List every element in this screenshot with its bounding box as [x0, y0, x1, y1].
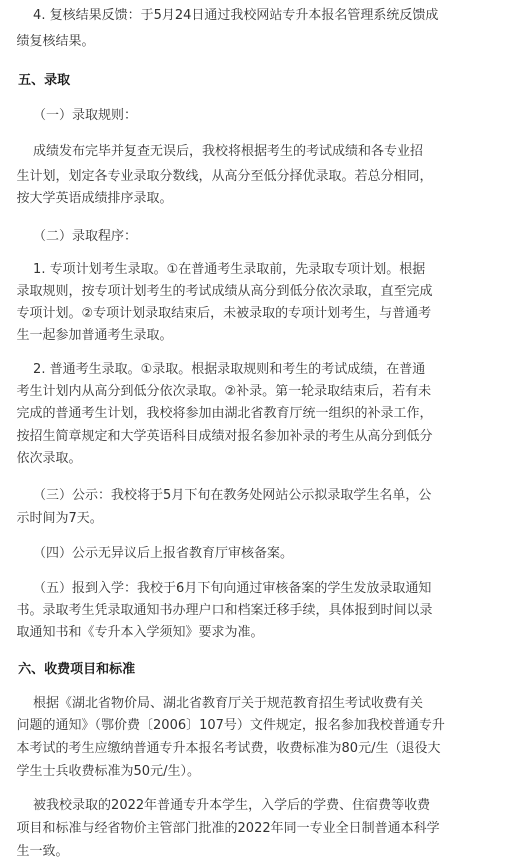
- section-heading: 五、录取: [0, 73, 71, 88]
- text-line: 生计划，划定各专业录取分数线，从高分至低分择优录取。若总分相同，: [0, 169, 433, 184]
- text-line: （五）报到入学：我校于6月下旬向通过审核备案的学生发放录取通知: [0, 581, 432, 596]
- text-line: 本考试的考生应缴纳普通专升本报名考试费，收费标准为80元/生（退役大: [0, 741, 441, 756]
- text-line: 2. 普通考生录取。①录取。根据录取规则和考生的考试成绩，在普通: [0, 362, 426, 377]
- text-line: 专项计划。②专项计划录取结束后，未被录取的专项计划考生，与普通考: [0, 306, 432, 321]
- text-line: 4. 复核结果反馈：于5月24日通过我校网站专升本报名管理系统反馈成: [0, 8, 439, 23]
- text-line: （三）公示：我校将于5月下旬在教务处网站公示拟录取学生名单，公: [0, 488, 432, 503]
- text-line: 依次录取。: [0, 451, 82, 466]
- text-line: 示时间为7天。: [0, 511, 103, 526]
- text-line: 1. 专项计划考生录取。①在普通考生录取前，先录取专项计划。根据: [0, 262, 426, 277]
- text-line: （一）录取规则：: [0, 108, 138, 123]
- text-line: 根据《湖北省物价局、湖北省教育厅关于规范教育招生考试收费有关: [0, 696, 424, 711]
- text-line: 问题的通知》（鄂价费〔2006〕107号）文件规定，报名参加我校普通专升: [0, 718, 445, 733]
- text-line: 完成的普通考生计划，我校将参加由湖北省教育厅统一组织的补录工作，: [0, 406, 433, 421]
- text-line: 按招生简章规定和大学英语科目成绩对报名参加补录的考生从高分到低分: [0, 429, 433, 444]
- text-line: 取通知书和《专升本入学须知》要求为准。: [0, 625, 264, 640]
- text-line: 书。录取考生凭录取通知书办理户口和档案迁移手续，具体报到时间以录: [0, 603, 433, 618]
- text-line: （四）公示无异议后上报省教育厅审核备案。: [0, 546, 294, 561]
- text-line: 被我校录取的2022年普通专升本学生，入学后的学费、住宿费等收费: [0, 798, 431, 813]
- text-line: 成绩发布完毕并复查无误后，我校将根据考生的考试成绩和各专业招: [0, 144, 424, 159]
- text-line: 学生士兵收费标准为50元/生）。: [0, 764, 200, 779]
- text-line: 生一致。: [0, 844, 69, 859]
- text-line: 绩复核结果。: [0, 34, 95, 49]
- section-heading: 六、收费项目和标准: [0, 662, 136, 677]
- text-line: 按大学英语成绩排序录取。: [0, 191, 173, 206]
- text-line: 项目和标准与经省物价主管部门批准的2022年同一专业全日制普通本科学: [0, 821, 440, 836]
- text-line: 考生计划内从高分到低分依次录取。②补录。第一轮录取结束后，若有未: [0, 384, 432, 399]
- text-line: （二）录取程序：: [0, 229, 138, 244]
- text-line: 生一起参加普通考生录取。: [0, 328, 173, 343]
- text-line: 录取规则，按专项计划考生的考试成绩从高分到低分依次录取，直至完成: [0, 284, 433, 299]
